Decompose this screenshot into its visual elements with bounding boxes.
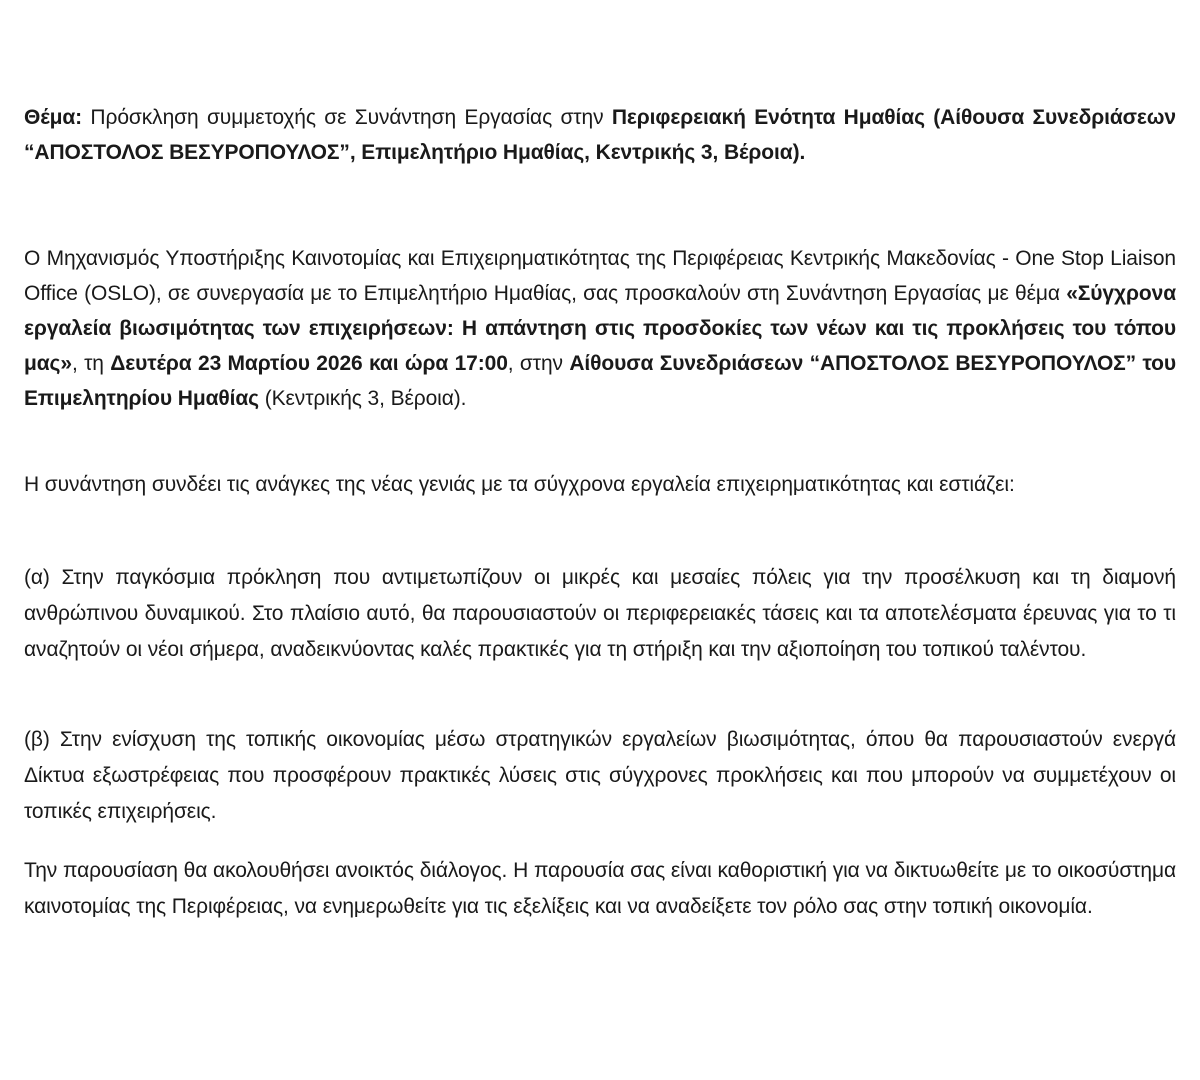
event-venue: Αίθουσα Συνεδριάσεων “ΑΠΟΣΤΟΛΟΣ ΒΕΣΥΡΟΠΟΥΛΟΣ” του Επιμελητηρίου Ημαθίας <box>24 352 1177 410</box>
event-date-time: Δευτέρα 23 Μαρτίου 2026 και ώρα 17:00 <box>110 352 508 375</box>
event-address: (Κεντρικής 3, Βέροια). <box>259 387 467 410</box>
subject-venue: Περιφερειακή Ενότητα Ημαθίας (Αίθουσα Συνεδριάσεων “ΑΠΟΣΤΟΛΟΣ ΒΕΣΥΡΟΠΟΥΛΟΣ”, Επιμελητήριο Ημαθίας, Κεντρικής 3, Βέροια). <box>24 106 1176 164</box>
intro-text-connector-2: , στην <box>507 352 570 375</box>
intro-text-connector-1: , τη <box>71 352 111 375</box>
focus-item-a: (α) Στην παγκόσμια πρόκληση που αντιμετωπίζουν οι μικρές και μεσαίες πόλεις για την προσέλκυση και τη διαμονή ανθρώπινου δυναμικού. Στο πλαίσιο αυτό, θα παρουσιαστούν οι περιφερειακές τάσεις και τα αποτελέσματα έρευνας για το τι αναζητούν οι νέοι σήμερα, αναδεικνύοντας καλές πρακτικές για τη στήριξη και την αξιοποίηση του τοπικού ταλέντου. <box>24 566 1176 661</box>
closing-paragraph: Την παρουσίαση θα ακολουθήσει ανοικτός διάλογος. Η παρουσία σας είναι καθοριστική για να δικτυωθείτε με το οικοσύστημα καινοτομίας της Περιφέρειας, να ενημερωθείτε για τις εξελίξεις και να αναδείξετε τον ρόλο σας στην τοπική οικονομία. <box>24 859 1176 918</box>
intro-text-organizers: Ο Μηχανισμός Υποστήριξης Καινοτομίας και Επιχειρηματικότητας της Περιφέρειας Κεντρικής Μακεδονίας - One Stop Liaison Office (OSLO), σε συνεργασία με το Επιμελητήριο Ημαθίας, σας προσκαλούν στη Συνάντηση Εργασίας με θέμα <box>24 247 1176 305</box>
event-title: «Σύγχρονα εργαλεία βιωσιμότητας των επιχειρήσεων: Η απάντηση στις προσδοκίες των νέων και τις προκλήσεις του τόπου μας» <box>24 282 1176 375</box>
focus-item-b: (β) Στην ενίσχυση της τοπικής οικονομίας μέσω στρατηγικών εργαλείων βιωσιμότητας, όπου θα παρουσιαστούν ενεργά Δίκτυα εξωστρέφειας που προσφέρουν πρακτικές λύσεις στις σύγχρονες προκλήσεις και που μπορούν να συμμετέχουν οι τοπικές επιχειρήσεις. <box>24 728 1176 823</box>
intro-paragraph <box>24 241 1176 416</box>
subject-label: Θέμα: <box>24 106 83 129</box>
focus-paragraph: Η συνάντηση συνδέει τις ανάγκες της νέας γενιάς με τα σύγχρονα εργαλεία επιχειρηματικότητας και εστιάζει: <box>24 473 1015 496</box>
subject-text: Πρόσκληση συμμετοχής σε Συνάντηση Εργασίας στην <box>82 106 612 129</box>
subject-paragraph <box>24 100 1176 170</box>
